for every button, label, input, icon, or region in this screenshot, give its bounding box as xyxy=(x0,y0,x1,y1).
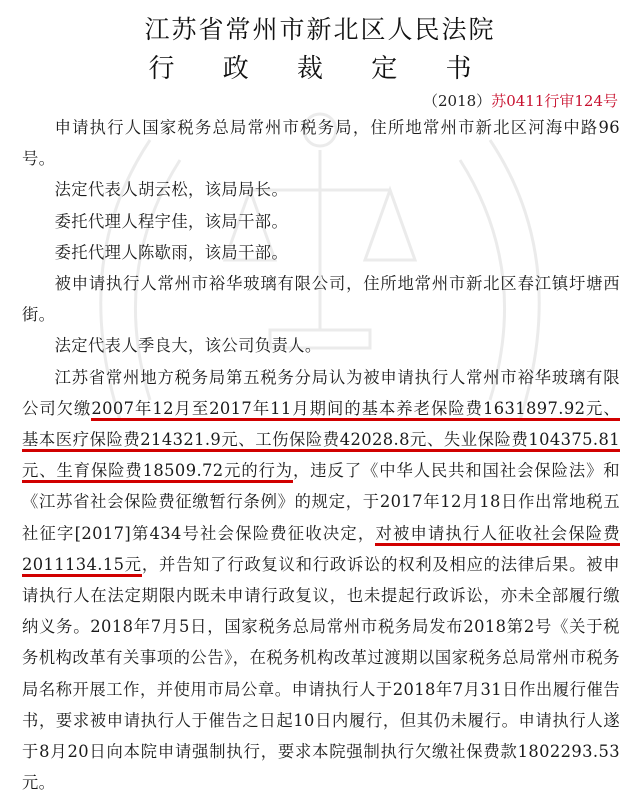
levy-amount-highlight: 对被申请执行人征收社会保险费2011134.15元 xyxy=(22,524,620,577)
agent-paragraph-2: 委托代理人陈歇雨，该局干部。 xyxy=(54,242,289,262)
arrears-highlight: 2007年12月至2017年11月期间的基本养老保险费1631897.92元、基本医疗保险费214321.9元、工伤保险费42028.8元、失业保险费104375.81元、生育保险费18509.72元的行为 xyxy=(22,399,620,483)
document-body xyxy=(22,112,620,798)
case-year: （2018） xyxy=(423,92,492,110)
facts-paragraph xyxy=(22,362,620,798)
facts-middle: ，违反了《中华人民共和国社会保险法》和《江苏省社会保险费征缴暂行条例》的规定，于2017年12月18日作出常地税五社征字[2017]第434号社会保险费征收决定， xyxy=(22,461,620,543)
applicant-representative: 法定代表人胡云松，该局局长。 xyxy=(54,180,289,200)
facts-conclusion: ，并告知了行政复议和行政诉讼的权利及相应的法律后果。被申请执行人在法定期限内既未申请行政复议，也未提起行政诉讼，亦未全部履行缴纳义务。2018年7月5日，国家税务总局常州市税务局发布2018第2号《关于税务机构改革有关事项的公告》，在税务机构改革过渡期以国家税务总局常州市税务局名称开展工作，并使用市局公章。申请执行人于2018年7月31日作出履行催告书，要求被申请执行人于催告之日起10日内履行，但其仍未履行。申请执行人遂于8月20日向本院申请强制执行，要求本院强制执行欠缴社保费款1802293.53元。 xyxy=(22,554,620,793)
document-title: 行 政 裁 定 书 xyxy=(148,54,492,84)
case-number xyxy=(423,90,618,111)
respondent-representative: 法定代表人季良大，该公司负责人。 xyxy=(54,336,322,356)
applicant-paragraph: 申请执行人国家税务总局常州市税务局，住所地常州市新北区河海中路96号。 xyxy=(22,118,620,169)
court-name: 江苏省常州市新北区人民法院 xyxy=(144,15,496,44)
facts-intro: 江苏省常州地方税务局第五税务分局认为被申请执行人常州市裕华玻璃有限公司欠缴 xyxy=(22,367,620,418)
agent-paragraph-1: 委托代理人程宇佳，该局干部。 xyxy=(54,211,289,231)
respondent-paragraph: 被申请执行人常州市裕华玻璃有限公司，住所地常州市新北区春江镇圩塘西街。 xyxy=(22,274,620,325)
case-code: 苏0411行审124号 xyxy=(491,92,618,110)
